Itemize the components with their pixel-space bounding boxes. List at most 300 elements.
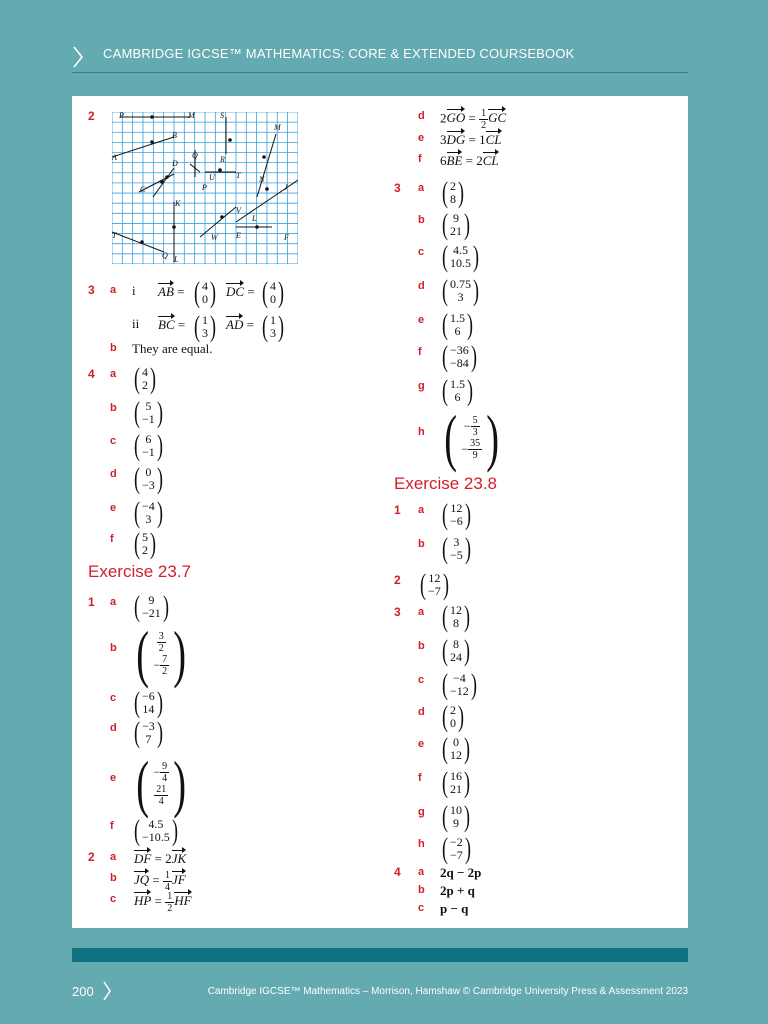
exercise-heading: Exercise 23.8 <box>394 474 497 493</box>
vector-entry: 10 <box>450 803 462 817</box>
vector-entries <box>450 672 469 698</box>
vector-entry: −6 <box>142 689 155 703</box>
part-letter: b <box>418 538 425 550</box>
right-paren: ) <box>173 618 187 689</box>
vector-entry: −7 <box>450 848 463 862</box>
part-letter: d <box>418 280 425 292</box>
roman-numeral: i <box>132 283 136 298</box>
denominator: 4 <box>162 773 168 784</box>
question-number: 1 <box>88 595 95 609</box>
right-paren: ) <box>473 240 479 273</box>
part-letter: d <box>418 110 425 122</box>
grid-point-label: N <box>259 175 265 184</box>
denominator: 4 <box>158 796 164 807</box>
vector-entry: 8 <box>453 637 459 651</box>
vector-entry: 5 <box>142 530 148 544</box>
vector-name: JK <box>171 851 187 866</box>
vector-name: AB <box>158 284 174 299</box>
part-letter: b <box>418 214 425 226</box>
vector-entries <box>142 500 155 526</box>
vector-entries <box>428 572 441 598</box>
part-letter: g <box>418 380 425 392</box>
vector-entry <box>157 631 166 654</box>
right-paren: ) <box>171 814 178 847</box>
part-letter: c <box>110 692 117 704</box>
grid-point-label: W <box>211 233 218 242</box>
part-letter: c <box>418 674 425 686</box>
coefficient: 6 <box>440 153 447 168</box>
right-paren: ) <box>464 208 470 241</box>
numerator: 3 <box>158 631 164 642</box>
numerator: 1 <box>481 108 487 119</box>
right-paren: ) <box>156 396 163 429</box>
chevron-right-icon <box>102 981 112 1001</box>
vector-entries <box>270 280 276 306</box>
vector-entry <box>154 784 168 807</box>
vector-entry: 1 <box>270 313 276 327</box>
vector-entry: 0.75 <box>450 277 471 291</box>
part-letter: b <box>110 342 117 354</box>
right-paren: ) <box>156 462 163 495</box>
right-paren: ) <box>210 276 216 309</box>
grid-point-label: B <box>172 131 177 140</box>
question-number: 1 <box>394 503 401 517</box>
grid-point-label: P <box>202 183 207 192</box>
column-vector <box>440 310 475 340</box>
column-vector <box>440 702 466 732</box>
grid-point-label: J <box>284 183 288 192</box>
part-letter: b <box>110 642 117 654</box>
vector-brackets <box>132 816 180 846</box>
vector-entry: −5 <box>450 548 463 562</box>
vector-name: BE <box>446 153 463 168</box>
vector-brackets <box>440 242 481 272</box>
right-paren: ) <box>150 362 156 395</box>
vector-entry: 2 <box>142 378 148 392</box>
vector-entry: −3 <box>142 478 155 492</box>
part-letter: e <box>418 314 425 326</box>
vector-entry: 1.5 <box>450 377 465 391</box>
vector-entry: −4 <box>453 671 466 685</box>
vector-entries <box>142 720 155 746</box>
column-vector <box>132 398 165 428</box>
part-letter: e <box>418 738 425 750</box>
vector-entries <box>450 638 462 664</box>
vector-entries <box>450 180 456 206</box>
column-vector <box>440 210 472 240</box>
numerator: 21 <box>156 784 167 795</box>
left-paren: ( <box>134 362 140 395</box>
column-vector <box>440 178 466 208</box>
vector-entry: −84 <box>450 356 469 370</box>
right-paren: ) <box>156 429 163 462</box>
column-vector <box>132 431 165 461</box>
left-paren: ( <box>442 634 448 667</box>
part-letter: c <box>110 893 117 905</box>
coefficient: 2 <box>440 110 447 126</box>
vector-entry: 1.5 <box>450 311 465 325</box>
exercise-heading: Exercise 23.7 <box>88 562 191 581</box>
vector-brackets <box>132 718 165 748</box>
answer-text: They are equal. <box>132 341 213 356</box>
vector-entry: 0 <box>145 465 152 479</box>
column-vector-fraction <box>132 748 190 819</box>
numerator: 7 <box>162 654 168 665</box>
vector-entry: −6 <box>450 514 463 528</box>
column-vector <box>418 570 451 600</box>
left-paren: ( <box>442 766 448 799</box>
left-paren: ( <box>442 732 448 765</box>
column-vector <box>440 342 479 372</box>
fraction <box>160 761 169 784</box>
left-paren: ( <box>134 462 140 495</box>
equals: = <box>173 284 185 299</box>
grid-point-label: P <box>119 111 124 120</box>
minus-sign: − <box>153 765 161 779</box>
vector-entries <box>450 704 456 730</box>
vector-entry: 0 <box>453 735 459 749</box>
vector-entry: 6 <box>454 324 461 338</box>
column-vector <box>132 816 180 846</box>
vector-name: JQ <box>134 872 150 888</box>
grid-point-label: M <box>188 111 195 120</box>
vector-entries <box>450 278 471 304</box>
right-paren: ) <box>278 310 284 343</box>
fraction <box>479 108 488 131</box>
vector-brackets <box>260 278 286 308</box>
vector-entries <box>142 594 161 620</box>
vector-entries <box>142 466 155 492</box>
left-paren: ( <box>136 748 150 819</box>
right-paren: ) <box>467 374 473 407</box>
vector-equation-pair <box>226 315 254 331</box>
vector-entry: 12 <box>450 501 463 515</box>
vector-entries <box>450 836 463 862</box>
right-paren: ) <box>464 498 471 531</box>
vector-entry: 0 <box>202 292 208 306</box>
part-letter: f <box>418 153 422 165</box>
right-paren: ) <box>150 527 156 560</box>
vector-entries <box>142 433 155 459</box>
vector-entry: 9 <box>453 211 459 225</box>
vector-equation <box>134 849 186 865</box>
left-paren: ( <box>262 310 268 343</box>
vector-name: DG <box>446 132 466 147</box>
vector-brackets <box>440 636 472 666</box>
equals: = <box>465 110 480 126</box>
left-paren: ( <box>442 668 448 701</box>
grid-point-label: Q <box>192 151 198 160</box>
part-letter: f <box>110 533 114 545</box>
chevron-right-icon <box>72 46 84 68</box>
part-letter: a <box>110 596 117 608</box>
column-vector-fraction <box>132 618 190 689</box>
vector-name: BC <box>158 317 175 332</box>
part-letter: f <box>418 772 422 784</box>
right-paren: ) <box>156 686 163 719</box>
question-number: 2 <box>88 850 95 864</box>
vector-brackets <box>132 748 190 819</box>
roman-numeral: ii <box>132 316 140 331</box>
part-letter: c <box>418 902 425 914</box>
vector-entry: 21 <box>450 224 462 238</box>
vector-entry: −7 <box>428 584 441 598</box>
grid-point-label: T <box>236 171 241 180</box>
vector-entry <box>464 415 480 438</box>
column-vector <box>440 500 473 530</box>
left-paren: ( <box>442 240 448 273</box>
vector-entry: 12 <box>450 748 462 762</box>
left-paren: ( <box>262 276 268 309</box>
vector-entry: 16 <box>450 769 462 783</box>
vector-entry: 3 <box>145 512 152 526</box>
left-paren: ( <box>420 568 426 601</box>
vector-brackets <box>440 702 466 732</box>
vector-entry: 14 <box>142 702 155 716</box>
vector-entry: 9 <box>453 816 459 830</box>
grid-point-label: C <box>140 185 146 194</box>
answer-expression: 2q − 2p <box>440 865 482 880</box>
vector-entries <box>142 531 148 557</box>
vector-entry: 3 <box>453 535 460 549</box>
vector-entry: −4 <box>142 499 155 513</box>
column-vector <box>440 802 472 832</box>
part-letter: b <box>418 884 425 896</box>
column-vector <box>260 278 286 308</box>
grid-point-label: L <box>252 214 257 223</box>
left-paren: ( <box>136 618 150 689</box>
column-vector <box>440 734 472 764</box>
vector-entry: 2 <box>450 179 456 193</box>
vector-name: GO <box>446 110 466 126</box>
part-letter: d <box>418 706 425 718</box>
vector-entry: 12 <box>450 603 462 617</box>
right-paren: ) <box>156 716 163 749</box>
vector-brackets <box>440 768 472 798</box>
left-paren: ( <box>442 800 448 833</box>
vector-equation-pair <box>226 282 255 298</box>
numerator: 35 <box>470 438 481 449</box>
column-vector <box>440 242 481 272</box>
header-title: CAMBRIDGE IGCSE™ MATHEMATICS: CORE & EXTENDED COURSEBOOK <box>103 46 575 61</box>
right-paren: ) <box>278 276 284 309</box>
vector-brackets <box>440 734 472 764</box>
question-number: 2 <box>394 573 401 587</box>
right-paren: ) <box>464 634 470 667</box>
vector-entries <box>142 366 148 392</box>
vector-entries <box>202 280 208 306</box>
minus-sign: − <box>153 658 161 672</box>
vector-entry: 3 <box>270 326 276 340</box>
left-paren: ( <box>442 700 448 733</box>
right-paren: ) <box>464 800 470 833</box>
vector-brackets <box>260 312 286 342</box>
part-letter: d <box>110 722 117 734</box>
right-paren: ) <box>473 274 479 307</box>
vector-entry: −2 <box>450 835 463 849</box>
vector-brackets <box>192 278 218 308</box>
vector-brackets <box>440 342 479 372</box>
vector-entry <box>153 761 169 784</box>
vector-entries <box>450 536 463 562</box>
column-vector <box>192 278 218 308</box>
vector-brackets <box>192 312 218 342</box>
grid-point-label: U <box>209 173 215 182</box>
vector-brackets <box>440 276 481 306</box>
part-letter: b <box>110 872 117 884</box>
left-paren: ( <box>442 308 448 341</box>
left-paren: ( <box>442 274 448 307</box>
right-paren: ) <box>486 402 500 473</box>
vector-brackets <box>418 570 451 600</box>
vector-entry: −1 <box>142 445 155 459</box>
equals: = <box>174 317 186 332</box>
column-vector <box>260 312 286 342</box>
vector-entries <box>142 690 155 716</box>
right-paren: ) <box>156 496 163 529</box>
equals: = 2 <box>462 153 483 168</box>
right-paren: ) <box>470 340 477 373</box>
vector-entry: 7 <box>145 732 152 746</box>
vector-entry: 6 <box>454 390 461 404</box>
left-paren: ( <box>442 600 448 633</box>
left-paren: ( <box>194 276 200 309</box>
part-letter: h <box>418 838 425 850</box>
column-vector <box>132 498 165 528</box>
vector-equation <box>440 130 502 146</box>
grid-point-label: S <box>220 111 224 120</box>
denominator: 3 <box>472 427 478 438</box>
grid-point-label: T <box>112 231 117 240</box>
vector-entries <box>202 314 208 340</box>
vector-equation-pair <box>158 315 185 331</box>
part-letter: c <box>418 246 425 258</box>
part-letter: a <box>110 368 117 380</box>
grid-point-label: D <box>172 159 178 168</box>
grid-point-label: V <box>236 206 241 215</box>
equals: = 1 <box>465 132 486 147</box>
part-letter: d <box>110 468 117 480</box>
vector-entry: −10.5 <box>142 830 170 844</box>
column-vector <box>440 834 473 864</box>
left-paren: ( <box>194 310 200 343</box>
vector-entries <box>450 244 471 270</box>
grid-point-label: Q <box>162 251 168 260</box>
running-header <box>72 44 688 73</box>
vector-entry: 9 <box>148 593 155 607</box>
denominator: 9 <box>472 450 478 461</box>
fraction <box>163 870 172 893</box>
vector-brackets <box>132 498 165 528</box>
vector-entry: −36 <box>450 343 469 357</box>
grid-point-label: F <box>284 233 289 242</box>
vector-name: JF <box>172 872 186 888</box>
column-vector <box>132 464 165 494</box>
part-letter: a <box>418 504 425 516</box>
left-paren: ( <box>134 496 140 529</box>
question-number: 4 <box>88 367 95 381</box>
vector-entry: −12 <box>450 684 469 698</box>
vector-entries <box>270 314 276 340</box>
left-paren: ( <box>442 340 448 373</box>
part-letter: a <box>418 182 425 194</box>
right-paren: ) <box>464 732 470 765</box>
equals: = <box>244 284 255 299</box>
vector-equation <box>134 891 192 914</box>
vector-entry <box>461 438 482 461</box>
question-number: 3 <box>394 605 401 619</box>
vector-entries <box>450 212 462 238</box>
right-paren: ) <box>464 832 471 865</box>
part-letter: e <box>110 502 117 514</box>
vector-entries <box>450 378 465 404</box>
vector-entries <box>450 312 465 338</box>
equals: = <box>151 893 166 909</box>
vector-brackets <box>440 602 472 632</box>
vector-equation <box>440 108 506 131</box>
vector-name: CL <box>482 153 499 168</box>
vector-entry: 0 <box>270 292 276 306</box>
vector-brackets <box>132 618 190 689</box>
part-letter: a <box>418 866 425 878</box>
vector-entry: −21 <box>142 606 161 620</box>
right-paren: ) <box>162 590 169 623</box>
question-number: 4 <box>394 865 401 879</box>
left-paren: ( <box>444 402 458 473</box>
vector-entry: 3 <box>457 290 464 304</box>
column-vector <box>440 670 479 700</box>
vector-name: DC <box>226 284 245 299</box>
vector-entry: 3 <box>202 326 208 340</box>
question-number: 3 <box>394 181 401 195</box>
column-vector <box>132 718 165 748</box>
right-paren: ) <box>470 668 477 701</box>
column-vector <box>440 534 473 564</box>
vector-entry: 2 <box>450 703 456 717</box>
grid-point-label: M <box>274 123 281 132</box>
left-paren: ( <box>442 208 448 241</box>
numerator: 1 <box>167 891 173 902</box>
vector-brackets <box>132 398 165 428</box>
vector-entry: 12 <box>428 571 441 585</box>
vector-entry <box>153 654 169 677</box>
vector-brackets <box>132 364 158 394</box>
part-letter: e <box>418 132 425 144</box>
vector-entry: 0 <box>450 716 456 730</box>
vector-equation <box>134 870 186 893</box>
vector-entry: −3 <box>142 719 155 733</box>
fraction <box>154 784 168 807</box>
vector-entry: 24 <box>450 650 462 664</box>
vector-entries <box>450 804 462 830</box>
part-letter: b <box>110 402 117 414</box>
vector-brackets <box>440 534 473 564</box>
equals: = 2 <box>151 851 172 866</box>
vector-name: CL <box>485 132 502 147</box>
vector-equation <box>440 151 499 167</box>
vector-brackets <box>440 802 472 832</box>
answer-expression: p − q <box>440 901 469 916</box>
right-paren: ) <box>210 310 216 343</box>
column-vector <box>132 529 158 559</box>
vector-entries <box>450 770 462 796</box>
question-number: 3 <box>88 283 95 297</box>
vector-entries <box>450 604 462 630</box>
vector-brackets <box>440 310 475 340</box>
page-number: 200 <box>72 984 94 999</box>
vector-entries <box>153 631 169 677</box>
grid-point-label: K <box>175 199 181 208</box>
